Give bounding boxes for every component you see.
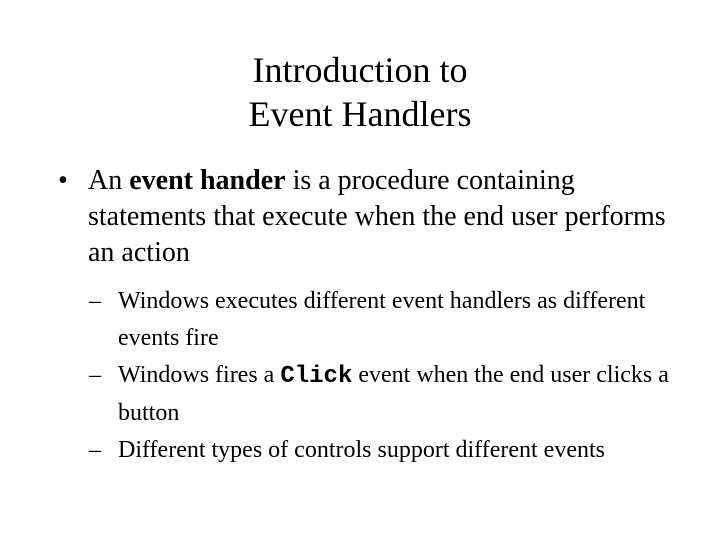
title-line-2: Event Handlers bbox=[248, 94, 472, 134]
main-bullet-bold: event hander bbox=[129, 165, 286, 196]
main-bullet-post: is a procedure containing statements that execute when the end user performs an action bbox=[88, 165, 666, 268]
sub-bullet-2-post: event when the end user clicks a button bbox=[118, 362, 669, 426]
bullet-marker: • bbox=[58, 165, 68, 196]
slide-title bbox=[0, 48, 720, 136]
title-line-1: Introduction to bbox=[252, 50, 468, 90]
sub-bullet-marker: – bbox=[89, 362, 101, 388]
sub-bullet-1-text: Windows executes different event handlers as different events fire bbox=[118, 288, 646, 351]
sub-bullet-3-text: Different types of controls support different events bbox=[118, 437, 605, 463]
main-bullet-pre: An bbox=[88, 165, 130, 196]
sub-bullet-2-code: Click bbox=[280, 363, 353, 390]
main-bullet bbox=[58, 163, 678, 271]
sub-bullet-marker: – bbox=[89, 288, 101, 314]
sub-bullet-2 bbox=[89, 357, 678, 432]
sub-bullet-3 bbox=[89, 432, 678, 469]
sub-bullet-1 bbox=[89, 283, 678, 357]
sub-bullet-marker: – bbox=[89, 437, 101, 463]
sub-bullet-list bbox=[58, 283, 678, 469]
bullet-list bbox=[58, 163, 678, 469]
sub-bullet-2-pre: Windows fires a bbox=[118, 362, 281, 388]
